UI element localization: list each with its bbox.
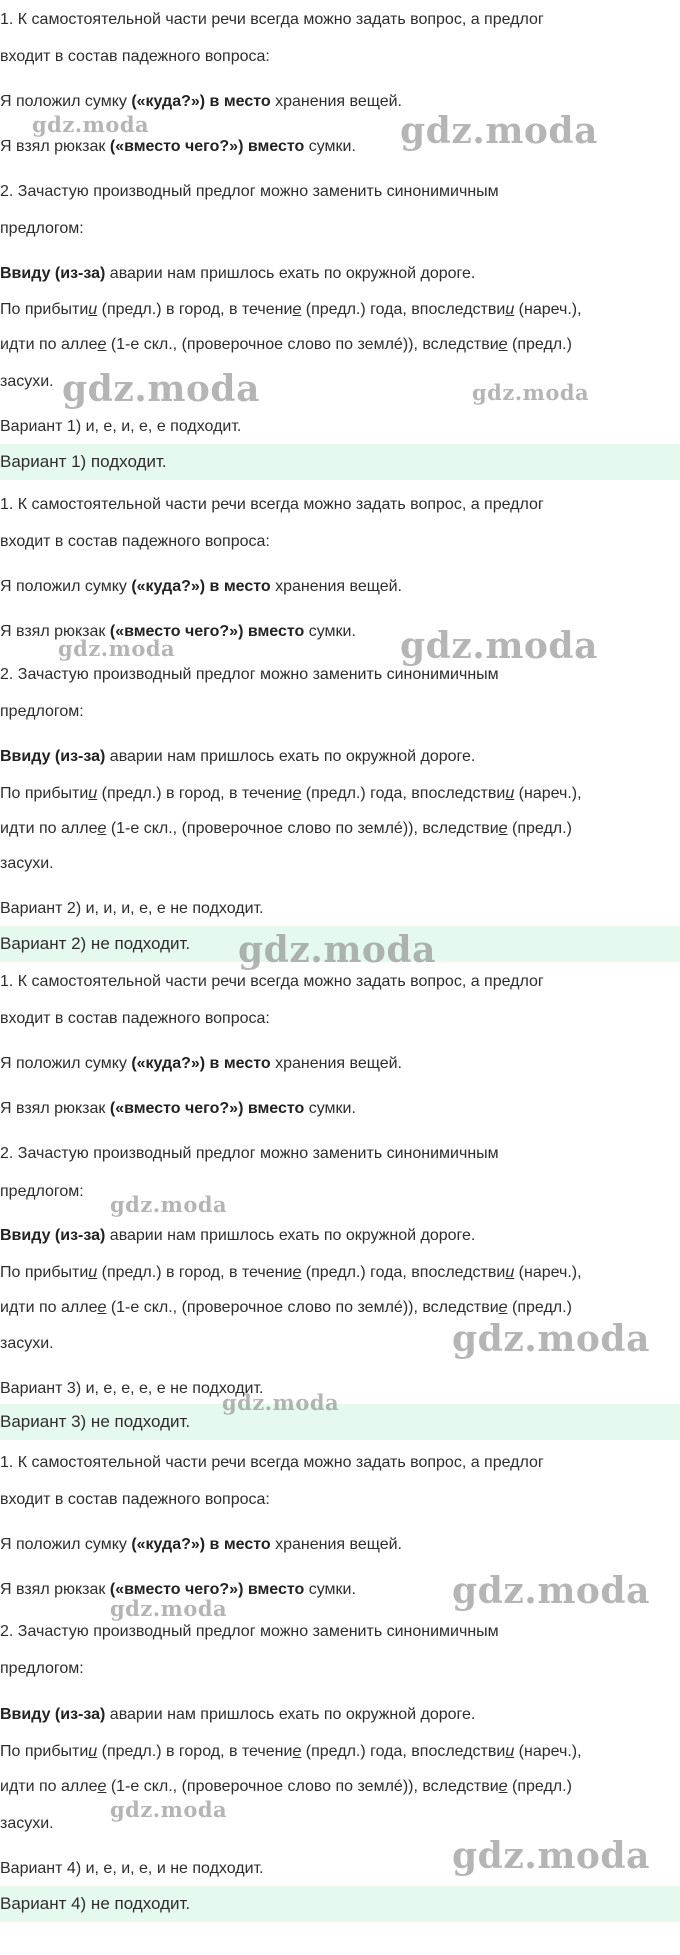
words-line-b: идти по аллее (1-е скл., (проверочное слово по землé)), вследствие (предл.) — [0, 336, 572, 353]
rule-1-line-a: 1. К самостоятельной части речи всегда можно задать вопрос, а предлог — [0, 1454, 544, 1471]
watermark: gdz.moda — [58, 636, 176, 661]
rule-1-line-b: входит в состав падежного вопроса: — [0, 1010, 270, 1027]
example-3: Ввиду (из-за) аварии нам пришлось ехать по окружной дороге. — [0, 748, 476, 765]
variant-4-check: Вариант 4) и, е, и, е, и не подходит. — [0, 1860, 264, 1877]
rule-1-line-b: входит в состав падежного вопроса: — [0, 1491, 270, 1508]
watermark: gdz.moda — [62, 368, 260, 410]
rule-1-line-b: входит в состав падежного вопроса: — [0, 533, 270, 550]
watermark: gdz.moda — [452, 1570, 650, 1612]
watermark: gdz.moda — [472, 380, 590, 405]
variant-3-check: Вариант 3) и, е, е, е, е не подходит. — [0, 1380, 264, 1397]
watermark: gdz.moda — [222, 1390, 340, 1415]
rule-2-line-b: предлогом: — [0, 1660, 84, 1677]
words-line-c: засухи. — [0, 1815, 54, 1832]
variant-2-check: Вариант 2) и, и, и, е, е не подходит. — [0, 900, 264, 917]
variant-1-check: Вариант 1) и, е, и, е, е подходит. — [0, 418, 242, 435]
example-1: Я положил сумку («куда?») в место хранения вещей. — [0, 1055, 402, 1072]
variant-4-verdict: Вариант 4) не подходит. — [0, 1886, 680, 1922]
rule-2-line-b: предлогом: — [0, 220, 84, 237]
watermark: gdz.moda — [238, 929, 436, 971]
words-line-a: По прибытии (предл.) в город, в течение (предл.) года, впоследствии (нареч.), — [0, 301, 582, 318]
example-1: Я положил сумку («куда?») в место хранения вещей. — [0, 578, 402, 595]
rule-2-line-a: 2. Зачастую производный предлог можно заменить синонимичным — [0, 1623, 499, 1640]
example-2: Я взял рюкзак («вместо чего?») вместо сумки. — [0, 1100, 356, 1117]
words-line-a: По прибытии (предл.) в город, в течение (предл.) года, впоследствии (нареч.), — [0, 785, 582, 802]
rule-2-line-a: 2. Зачастую производный предлог можно заменить синонимичным — [0, 666, 499, 683]
rule-1-line-b: входит в состав падежного вопроса: — [0, 48, 270, 65]
example-3: Ввиду (из-за) аварии нам пришлось ехать по окружной дороге. — [0, 1706, 476, 1723]
words-line-a: По прибытии (предл.) в город, в течение (предл.) года, впоследствии (нареч.), — [0, 1743, 582, 1760]
words-line-c: засухи. — [0, 855, 54, 872]
rule-2-line-b: предлогом: — [0, 1183, 84, 1200]
rule-2-line-a: 2. Зачастую производный предлог можно заменить синонимичным — [0, 183, 499, 200]
words-line-c: засухи. — [0, 1335, 54, 1352]
variant-2-verdict: Вариант 2) не подходит. — [0, 926, 680, 962]
example-3: Ввиду (из-за) аварии нам пришлось ехать по окружной дороге. — [0, 1227, 476, 1244]
words-line-b: идти по аллее (1-е скл., (проверочное слово по землé)), вследствие (предл.) — [0, 1778, 572, 1795]
watermark: gdz.moda — [452, 1318, 650, 1360]
rule-2-line-b: предлогом: — [0, 703, 84, 720]
watermark: gdz.moda — [32, 112, 150, 137]
example-3: Ввиду (из-за) аварии нам пришлось ехать по окружной дороге. — [0, 265, 476, 282]
rule-1-line-a: 1. К самостоятельной части речи всегда можно задать вопрос, а предлог — [0, 11, 544, 28]
variant-1-verdict: Вариант 1) подходит. — [0, 444, 680, 480]
words-line-c: засухи. — [0, 373, 54, 390]
watermark: gdz.moda — [110, 1192, 228, 1217]
variant-3-verdict: Вариант 3) не подходит. — [0, 1404, 680, 1440]
watermark: gdz.moda — [400, 110, 598, 152]
example-1: Я положил сумку («куда?») в место хранения вещей. — [0, 93, 402, 110]
watermark: gdz.moda — [452, 1835, 650, 1877]
rule-1-line-a: 1. К самостоятельной части речи всегда можно задать вопрос, а предлог — [0, 496, 544, 513]
words-line-b: идти по аллее (1-е скл., (проверочное слово по землé)), вследствие (предл.) — [0, 820, 572, 837]
rule-2-line-a: 2. Зачастую производный предлог можно заменить синонимичным — [0, 1145, 499, 1162]
watermark: gdz.moda — [110, 1596, 228, 1621]
example-1: Я положил сумку («куда?») в место хранения вещей. — [0, 1536, 402, 1553]
rule-1-line-a: 1. К самостоятельной части речи всегда можно задать вопрос, а предлог — [0, 973, 544, 990]
words-line-b: идти по аллее (1-е скл., (проверочное слово по землé)), вследствие (предл.) — [0, 1299, 572, 1316]
watermark: gdz.moda — [110, 1797, 228, 1822]
example-2: Я взял рюкзак («вместо чего?») вместо сумки. — [0, 138, 356, 155]
words-line-a: По прибытии (предл.) в город, в течение (предл.) года, впоследствии (нареч.), — [0, 1264, 582, 1281]
example-2: Я взял рюкзак («вместо чего?») вместо сумки. — [0, 1581, 356, 1598]
example-2: Я взял рюкзак («вместо чего?») вместо сумки. — [0, 623, 356, 640]
watermark: gdz.moda — [400, 625, 598, 667]
